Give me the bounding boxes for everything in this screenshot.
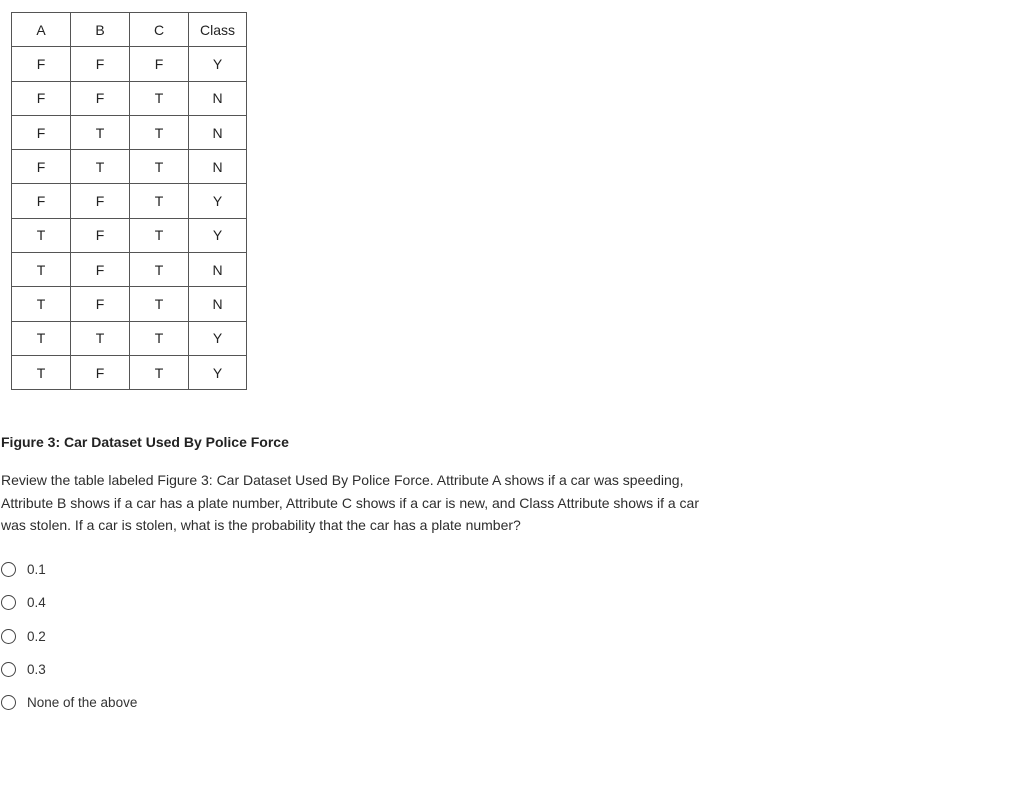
cell-a: T bbox=[12, 253, 71, 287]
table-body bbox=[12, 47, 247, 390]
table-header-row bbox=[12, 13, 247, 47]
cell-c: T bbox=[130, 184, 189, 218]
cell-class: Y bbox=[189, 47, 247, 81]
cell-c: T bbox=[130, 150, 189, 184]
cell-b: F bbox=[71, 355, 130, 389]
cell-a: T bbox=[12, 321, 71, 355]
cell-a: F bbox=[12, 81, 71, 115]
column-header-a: A bbox=[12, 13, 71, 47]
cell-class: N bbox=[189, 81, 247, 115]
table-row bbox=[12, 321, 247, 355]
car-dataset-table bbox=[11, 12, 247, 390]
cell-a: T bbox=[12, 355, 71, 389]
column-header-b: B bbox=[71, 13, 130, 47]
answer-option[interactable] bbox=[1, 553, 137, 586]
table-row bbox=[12, 253, 247, 287]
cell-b: F bbox=[71, 218, 130, 252]
cell-c: T bbox=[130, 81, 189, 115]
table-row bbox=[12, 184, 247, 218]
cell-a: F bbox=[12, 47, 71, 81]
cell-b: T bbox=[71, 321, 130, 355]
cell-class: N bbox=[189, 150, 247, 184]
cell-a: F bbox=[12, 115, 71, 149]
cell-c: T bbox=[130, 321, 189, 355]
cell-class: N bbox=[189, 287, 247, 321]
answer-option[interactable] bbox=[1, 586, 137, 619]
table-row bbox=[12, 218, 247, 252]
cell-c: T bbox=[130, 355, 189, 389]
cell-class: N bbox=[189, 115, 247, 149]
cell-b: F bbox=[71, 253, 130, 287]
cell-a: F bbox=[12, 184, 71, 218]
cell-class: Y bbox=[189, 321, 247, 355]
cell-b: F bbox=[71, 81, 130, 115]
table-row bbox=[12, 81, 247, 115]
question-text: Review the table labeled Figure 3: Car Dataset Used By Police Force. Attribute A shows if a car was speeding, Attribute B shows if a car has a plate number, Attribute C shows if a car is new, and Class Attribute shows if a car was stolen. If a car is stolen, what is the probability that the car has a plate number? bbox=[1, 472, 699, 533]
radio-button[interactable] bbox=[1, 562, 16, 577]
column-header-class: Class bbox=[189, 13, 247, 47]
radio-button[interactable] bbox=[1, 695, 16, 710]
radio-button[interactable] bbox=[1, 629, 16, 644]
table-row bbox=[12, 150, 247, 184]
radio-button[interactable] bbox=[1, 662, 16, 677]
answer-option[interactable] bbox=[1, 620, 137, 653]
cell-a: F bbox=[12, 150, 71, 184]
table-row bbox=[12, 115, 247, 149]
cell-class: Y bbox=[189, 355, 247, 389]
table-row bbox=[12, 47, 247, 81]
column-header-c: C bbox=[130, 13, 189, 47]
table-row bbox=[12, 355, 247, 389]
answer-option-label: None of the above bbox=[27, 695, 138, 711]
table-row bbox=[12, 287, 247, 321]
cell-b: F bbox=[71, 47, 130, 81]
cell-c: T bbox=[130, 287, 189, 321]
answer-option-label: 0.3 bbox=[27, 662, 46, 678]
answer-option[interactable] bbox=[1, 653, 137, 686]
answer-option-label: 0.4 bbox=[27, 595, 46, 611]
answer-options bbox=[1, 553, 137, 719]
cell-c: T bbox=[130, 253, 189, 287]
radio-button[interactable] bbox=[1, 595, 16, 610]
cell-b: T bbox=[71, 150, 130, 184]
answer-option-label: 0.2 bbox=[27, 628, 46, 644]
cell-b: T bbox=[71, 115, 130, 149]
cell-c: T bbox=[130, 115, 189, 149]
cell-class: Y bbox=[189, 184, 247, 218]
cell-a: T bbox=[12, 287, 71, 321]
figure-caption: Figure 3: Car Dataset Used By Police Force bbox=[1, 434, 289, 450]
cell-a: T bbox=[12, 218, 71, 252]
cell-c: T bbox=[130, 218, 189, 252]
cell-class: Y bbox=[189, 218, 247, 252]
cell-class: N bbox=[189, 253, 247, 287]
cell-b: F bbox=[71, 287, 130, 321]
answer-option-label: 0.1 bbox=[27, 562, 46, 578]
cell-b: F bbox=[71, 184, 130, 218]
answer-option[interactable] bbox=[1, 686, 137, 719]
cell-c: F bbox=[130, 47, 189, 81]
